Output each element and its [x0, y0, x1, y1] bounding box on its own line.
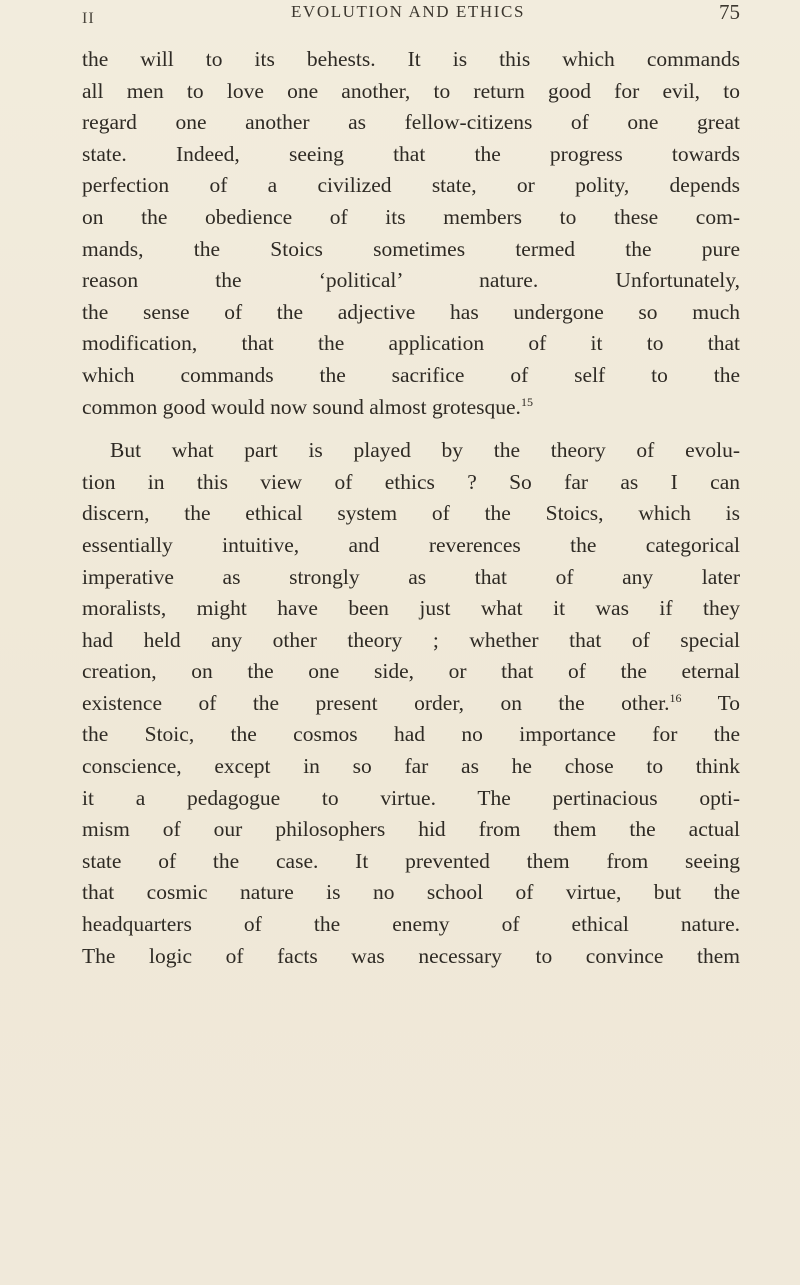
text-line: the will to its behests. It is this which commands: [82, 47, 740, 71]
body-text: [82, 44, 740, 972]
text-line: creation, on the one side, or that of the eternal: [82, 659, 740, 684]
text-line: had held any other theory ; whether that of special: [82, 627, 740, 652]
text-line: modification, that the application of it to that: [82, 331, 740, 356]
footnote-marker[interactable]: 15: [520, 394, 533, 409]
paragraph-1: [82, 44, 740, 423]
text-line: conscience, except in so far as he chose to think: [82, 754, 740, 779]
text-line: But what part is played by the theory of evolu-: [110, 438, 740, 463]
text-line: The logic of facts was necessary to convince them: [82, 943, 740, 968]
text-line: tion in this view of ethics ? So far as I can: [82, 469, 740, 494]
text-line: moralists, might have been just what it was if they: [82, 596, 740, 621]
text-line: which commands the sacrifice of self to the: [82, 362, 740, 387]
paragraph-2: [82, 435, 740, 972]
page-number: 75: [719, 0, 740, 24]
text-line: [82, 392, 740, 424]
text-line: essentially intuitive, and reverences the categorical: [82, 532, 740, 557]
text-line: [82, 688, 740, 720]
text-line: the Stoic, the cosmos had no importance for the: [82, 722, 740, 747]
text-line: it a pedagogue to virtue. The pertinacious opti-: [82, 785, 740, 810]
text-line: mism of our philosophers hid from them the actual: [82, 817, 740, 842]
text-line: all men to love one another, to return good for evil, to: [82, 78, 740, 103]
text-line: discern, the ethical system of the Stoics, which is: [82, 501, 740, 526]
text-line: mands, the Stoics sometimes termed the pure: [82, 236, 740, 261]
text-line: the sense of the adjective has undergone so much: [82, 299, 740, 324]
text-line: state. Indeed, seeing that the progress towards: [82, 141, 740, 166]
text-segment: common good would now sound almost grotesque.: [82, 394, 521, 419]
text-line: on the obedience of its members to these com-: [82, 204, 740, 229]
text-line: reason the ‘political’ nature. Unfortunately,: [82, 268, 740, 293]
text-line: headquarters of the enemy of ethical nature.: [82, 912, 740, 937]
footnote-marker[interactable]: 16: [669, 690, 682, 705]
text-segment: To: [681, 690, 740, 715]
paragraph-gap: [82, 423, 740, 435]
text-segment: existence of the present order, on the other.: [82, 690, 670, 715]
text-line: regard one another as fellow-citizens of one great: [82, 110, 740, 135]
text-line: imperative as strongly as that of any later: [82, 564, 740, 589]
page-header: [76, 0, 740, 34]
text-line: perfection of a civilized state, or polity, depends: [82, 173, 740, 198]
text-line: that cosmic nature is no school of virtue, but the: [82, 880, 740, 905]
text-line: state of the case. It prevented them from seeing: [82, 848, 740, 873]
chapter-number: II: [82, 10, 95, 27]
running-title: EVOLUTION AND ETHICS: [290, 2, 526, 21]
